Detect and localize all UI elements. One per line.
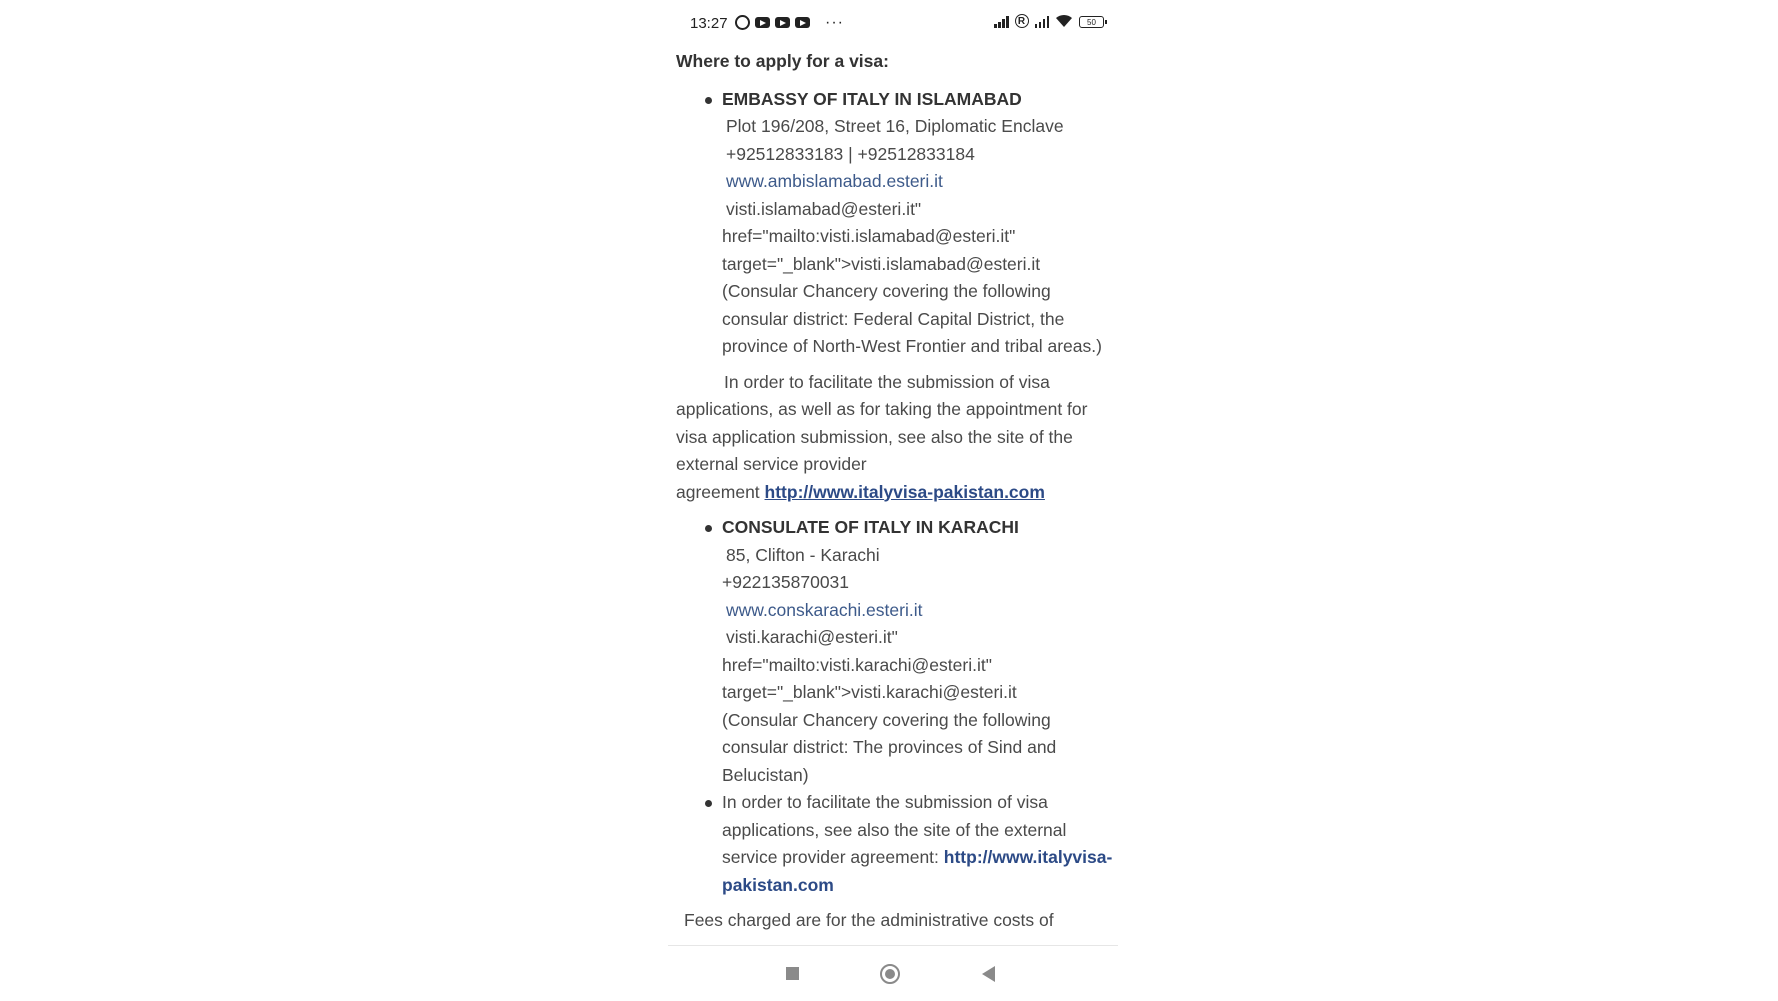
bullet-icon — [705, 525, 712, 532]
consulate-district-line: consular district: The provinces of Sind and — [722, 737, 1057, 757]
embassy-district-line: consular district: Federal Capital District, the — [722, 308, 1065, 329]
section-heading: Where to apply for a visa: — [676, 51, 889, 71]
submission-bullet — [676, 789, 1116, 899]
more-notifications-icon: ··· — [825, 13, 844, 31]
italyvisa-link[interactable]: http://www.italyvisa-pakistan.com — [764, 481, 1045, 502]
embassy-address: Plot 196/208, Street 16, Diplomatic Enclave — [726, 116, 1064, 136]
embassy-target-text: target="_blank">visti.islamabad@esteri.it — [722, 253, 1041, 274]
status-time: 13:27 — [690, 15, 728, 32]
wifi-icon — [1055, 14, 1073, 28]
system-icons — [994, 14, 1104, 28]
bullet-prefix: service provider agreement: — [722, 847, 944, 867]
youtube-icon — [795, 17, 810, 28]
fees-text: Fees charged are for the administrative costs of — [684, 910, 1054, 930]
paragraph-line: In order to facilitate the submission of visa — [724, 371, 1050, 392]
alarm-icon — [735, 15, 750, 30]
bullet-line: applications, see also the site of the external — [722, 819, 1067, 840]
consulate-name: CONSULATE OF ITALY IN KARACHI — [722, 517, 1019, 537]
phone-screen — [668, 0, 1118, 1000]
consulate-phone: +922135870031 — [722, 572, 850, 592]
italyvisa-link-2[interactable]: http://www.italyvisa-pakistan.com — [722, 847, 1113, 895]
embassy-entry — [676, 86, 1116, 361]
paragraph-line: visa application submission, see also the site of the — [676, 426, 1073, 447]
circle-icon[interactable] — [880, 964, 900, 984]
paragraph-prefix: agreement — [676, 481, 765, 502]
signal-icon — [994, 15, 1009, 28]
bullet-line: In order to facilitate the submission of visa — [722, 792, 1048, 812]
signal-icon — [1035, 15, 1050, 28]
consulate-website-link[interactable]: www.conskarachi.esteri.it — [726, 599, 923, 620]
embassy-href-text: href="mailto:visti.islamabad@esteri.it" — [722, 226, 1016, 246]
notification-icons — [735, 15, 844, 30]
embassy-name: EMBASSY OF ITALY IN ISLAMABAD — [722, 88, 1022, 109]
paragraph-line: external service provider — [676, 454, 867, 474]
consulate-district-line: (Consular Chancery covering the following — [722, 709, 1051, 730]
consulate-email: visti.karachi@esteri.it" — [726, 627, 898, 647]
embassy-email: visti.islamabad@esteri.it" — [726, 198, 922, 219]
square-icon[interactable] — [786, 967, 799, 980]
youtube-icon — [775, 17, 790, 28]
battery-icon: 50 — [1079, 16, 1104, 28]
bullet-icon — [705, 800, 712, 807]
embassy-phone: +92512833183 | +92512833184 — [726, 143, 975, 164]
consulate-href-text: href="mailto:visti.karachi@esteri.it" — [722, 654, 992, 675]
embassy-district-line: province of North-West Frontier and tribal areas.) — [722, 336, 1102, 356]
paragraph-line: applications, as well as for taking the appointment for — [676, 399, 1088, 419]
bullet-icon — [705, 97, 712, 104]
navigation-bar — [668, 945, 1118, 1001]
registered-icon: R — [1015, 14, 1029, 28]
embassy-district-line: (Consular Chancery covering the following — [722, 281, 1051, 301]
submission-paragraph — [676, 369, 1116, 507]
consulate-address: 85, Clifton - Karachi — [726, 544, 880, 565]
consulate-district-line: Belucistan) — [722, 764, 809, 785]
embassy-website-link[interactable]: www.ambislamabad.esteri.it — [726, 171, 943, 191]
triangle-back-icon[interactable] — [982, 966, 995, 982]
consulate-target-text: target="_blank">visti.karachi@esteri.it — [722, 682, 1017, 702]
status-bar — [668, 0, 1118, 48]
consulate-entry — [676, 514, 1116, 789]
page-content — [676, 48, 1116, 935]
youtube-icon — [755, 17, 770, 28]
